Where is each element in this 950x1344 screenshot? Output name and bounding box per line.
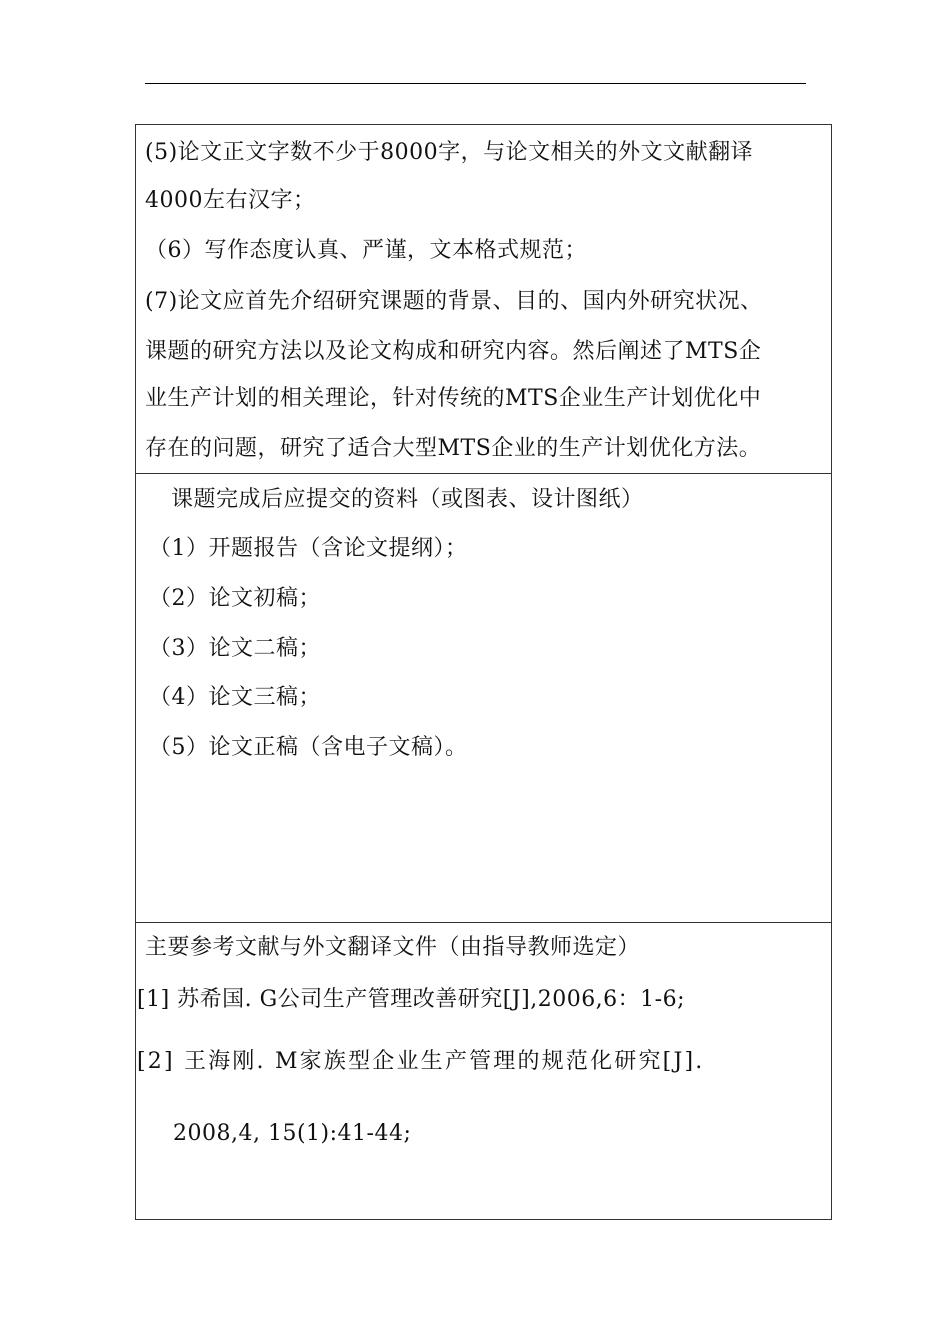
deliverable-item: （1）开题报告（含论文提纲）； — [149, 536, 468, 561]
references-title: 主要参考文献与外文翻译文件（由指导教师选定） — [145, 935, 641, 960]
deliverable-item: （2）论文初稿； — [149, 586, 321, 611]
requirement-line: (5)论文正文字数不少于8000字，与论文相关的外文文献翻译 — [145, 140, 754, 165]
task-table — [135, 124, 832, 1220]
deliverable-item: （4）论文三稿； — [149, 685, 321, 710]
reference-item: [1] 苏希国. G公司生产管理改善研究[J],2006,6：1-6; — [137, 987, 686, 1012]
reference-item: [2] 王海刚. M家族型企业生产管理的规范化研究[J]. — [137, 1049, 705, 1074]
requirement-line: (7)论文应首先介绍研究课题的背景、目的、国内外研究状况、 — [145, 289, 763, 314]
requirement-line: 业生产计划的相关理论，针对传统的MTS企业生产计划优化中 — [145, 386, 762, 411]
references-cell — [136, 923, 831, 1219]
requirement-line: （6）写作态度认真、严谨，文本格式规范； — [145, 238, 587, 263]
header-rule — [145, 83, 806, 84]
requirement-line: 4000左右汉字； — [145, 188, 316, 213]
requirement-line: 存在的问题，研究了适合大型MTS企业的生产计划优化方法。 — [145, 436, 762, 461]
deliverable-item: （3）论文二稿； — [149, 636, 321, 661]
deliverables-title: 课题完成后应提交的资料（或图表、设计图纸） — [171, 487, 644, 512]
deliverables-cell — [136, 474, 831, 923]
requirements-cell — [136, 125, 831, 474]
reference-item-continuation: 2008,4, 15(1):41-44; — [173, 1121, 412, 1146]
requirement-line: 课题的研究方法以及论文构成和研究内容。然后阐述了MTS企 — [145, 339, 762, 364]
deliverable-item: （5）论文正稿（含电子文稿）。 — [149, 735, 468, 760]
